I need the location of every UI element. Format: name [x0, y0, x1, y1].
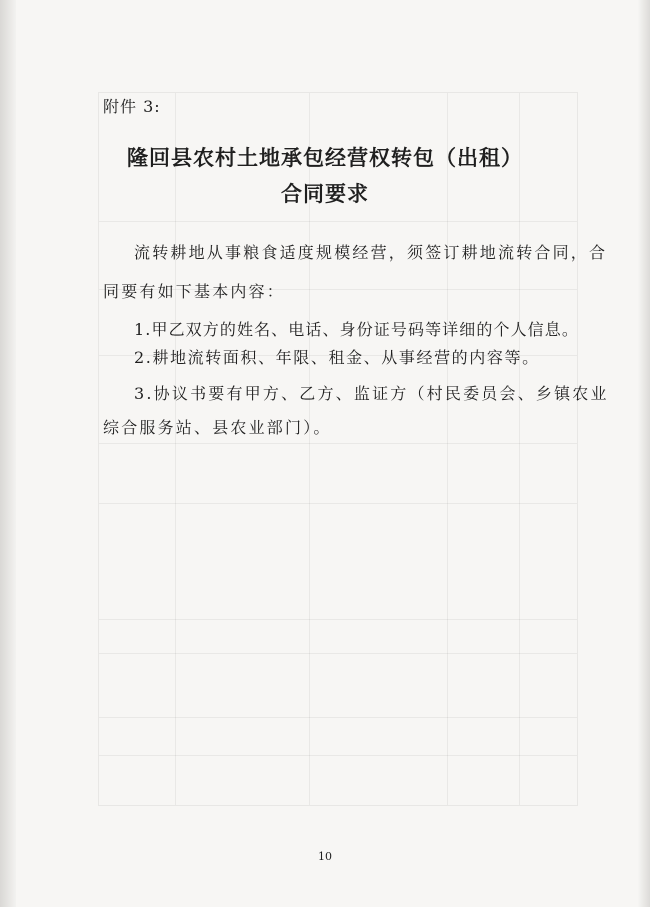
attachment-label: 附件 3: — [103, 97, 161, 116]
scan-edge-left — [0, 0, 16, 907]
paragraph-intro-line1: 流转耕地从事粮食适度规模经营，须签订耕地流转合同，合 — [134, 243, 608, 262]
document-title-line1: 隆回县农村土地承包经营权转包（出租） — [127, 146, 523, 170]
requirement-item-3-line2: 综合服务站、县农业部门）。 — [103, 418, 332, 437]
requirement-item-3-line1: 3.协议书要有甲方、乙方、监证方（村民委员会、乡镇农业 — [134, 384, 609, 403]
page-number: 10 — [318, 850, 332, 863]
paragraph-intro-line2: 同要有如下基本内容： — [103, 282, 286, 301]
requirement-item-1: 1.甲乙双方的姓名、电话、身份证号码等详细的个人信息。 — [134, 320, 579, 339]
document-title-line2: 合同要求 — [281, 182, 369, 206]
scan-edge-right — [638, 0, 650, 907]
requirement-item-2: 2.耕地流转面积、年限、租金、从事经营的内容等。 — [134, 348, 540, 367]
